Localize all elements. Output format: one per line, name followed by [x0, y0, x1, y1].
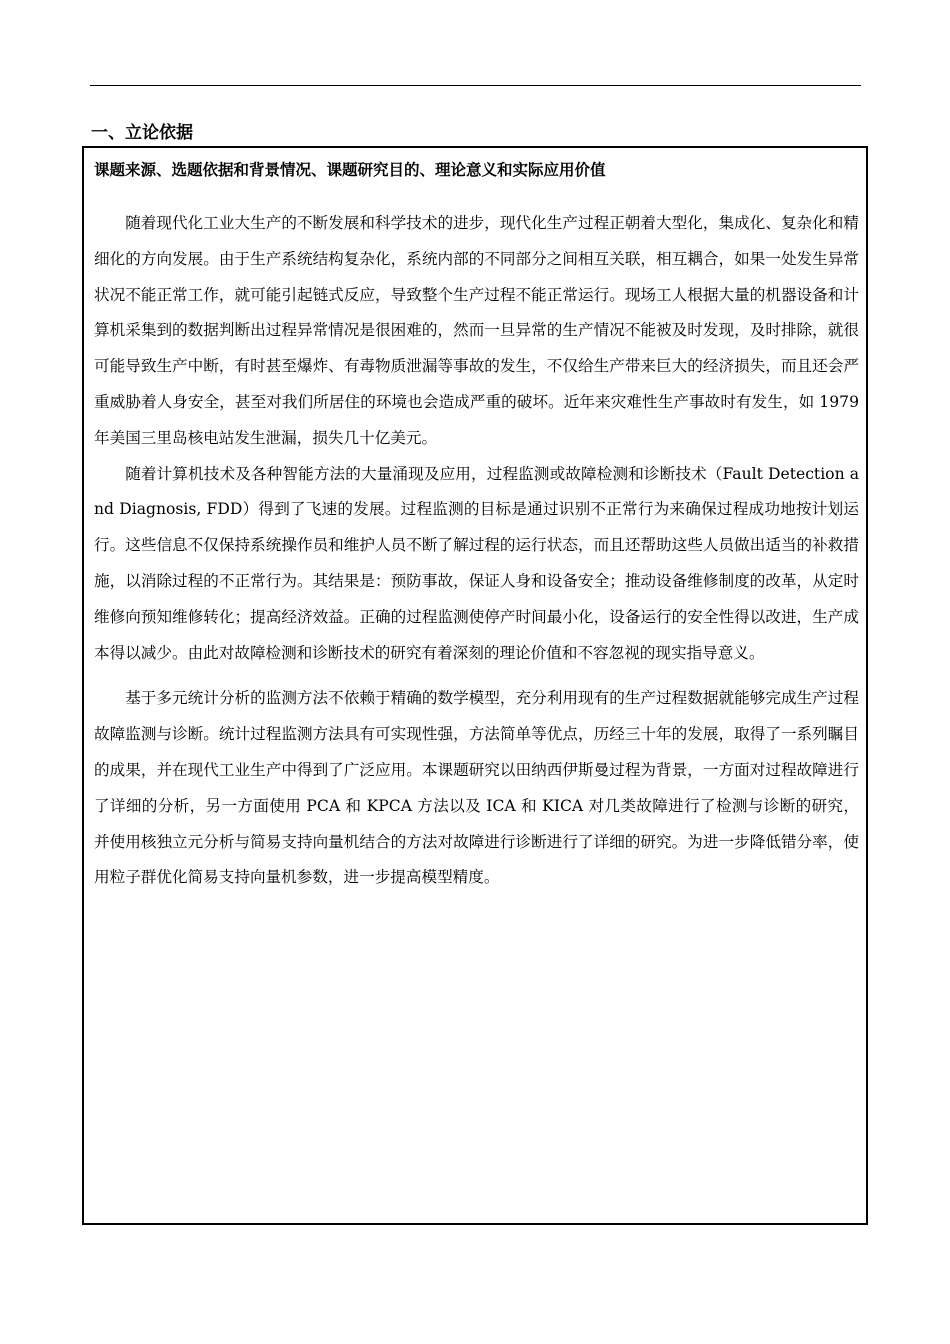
header-rule — [90, 85, 861, 86]
body-text — [94, 206, 859, 896]
paragraph-fdd: 随着计算机技术及各种智能方法的大量涌现及应用，过程监测或故障检测和诊断技术（Fault Detection and Diagnosis, FDD）得到了飞速的发展。过程监测的目标是通过识别不正常行为来确保过程成功地按计划运行。这些信息不仅保持系统操作员和维护人员不断了解过程的运行状态，而且还帮助这些人员做出适当的补救措施，以消除过程的不正常行为。其结果是：预防事故，保证人身和设备安全；推动设备维修制度的改革，从定时维修向预知维修转化；提高经济效益。正确的过程监测使停产时间最小化，设备运行的安全性得以改进，生产成本得以减少。由此对故障检测和诊断技术的研究有着深刻的理论价值和不容忽视的现实指导意义。 — [94, 464, 859, 662]
paragraph-research: 基于多元统计分析的监测方法不依赖于精确的数学模型，充分利用现有的生产过程数据就能够完成生产过程故障监测与诊断。统计过程监测方法具有可实现性强，方法简单等优点，历经三十年的发展，取得了一系列瞩目的成果，并在现代工业生产中得到了广泛应用。本课题研究以田纳西伊斯曼过程为背景，一方面对过程故障进行了详细的分析，另一方面使用 PCA 和 KPCA 方法以及 ICA 和 KICA 对几类故障进行了检测与诊断的研究，并使用核独立元分析与简易支持向量机结合的方法对故障进行诊断进行了详细的研究。为进一步降低错分率，使用粒子群优化简易支持向量机参数，进一步提高模型精度。 — [94, 689, 859, 887]
content-box — [82, 146, 868, 1225]
paragraph-background: 随着现代化工业大生产的不断发展和科学技术的进步，现代化生产过程正朝着大型化，集成化、复杂化和精细化的方向发展。由于生产系统结构复杂化，系统内部的不同部分之间相互关联，相互耦合，如果一处发生异常状况不能正常工作，就可能引起链式反应，导致整个生产过程不能正常运行。现场工人根据大量的机器设备和计算机采集到的数据判断出过程异常情况是很困难的，然而一旦异常的生产情况不能被及时发现，及时排除，就很可能导致生产中断，有时甚至爆炸、有毒物质泄漏等事故的发生，不仅给生产带来巨大的经济损失，而且还会严重威胁着人身安全，甚至对我们所居住的环境也会造成严重的破坏。近年来灾难性生产事故时有发生，如 1979 年美国三里岛核电站发生泄漏，损失几十亿美元。 — [94, 214, 859, 447]
box-caption: 课题来源、选题依据和背景情况、课题研究目的、理论意义和实际应用价值 — [94, 161, 606, 179]
section-heading: 一、立论依据 — [91, 123, 193, 143]
